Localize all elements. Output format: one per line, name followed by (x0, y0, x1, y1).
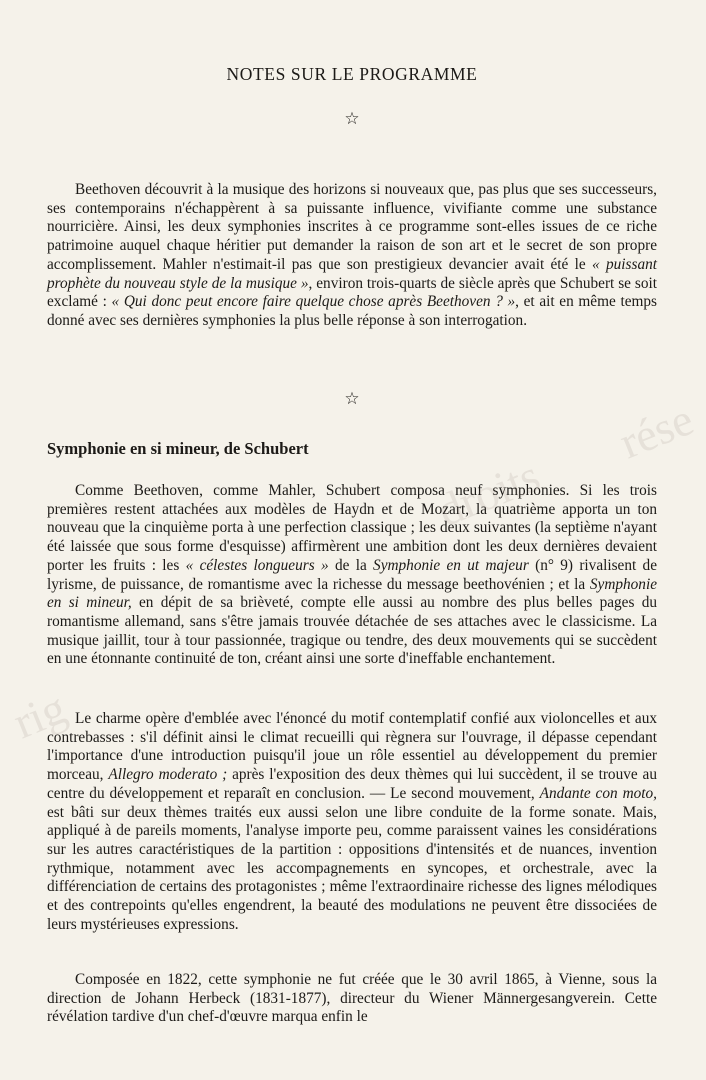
body-paragraph (47, 482, 657, 669)
work-title-italic: Symphonie en si mineur, (47, 575, 657, 612)
intro-paragraph (47, 181, 657, 331)
body-paragraph (47, 971, 657, 1027)
text-run: en dépit de sa brièveté, compte elle aussi au nombre des plus belles pages du romantisme allemand, sans s'être jamais trouvée détachée de ses attaches avec le classicisme. La musique jaillit, tour à tour passionnée, tragique ou tendre, des deux mouvements qui se succèdent en une étonnante continuité de ton, créant ainsi une sorte d'ineffable enchantement. (47, 594, 657, 668)
watermark-text: droits (430, 449, 547, 537)
tempo-italic: Andante con moto, (539, 784, 657, 802)
text-run: , environ trois-quarts de siècle après que Schubert se soit exclamé : (47, 274, 658, 311)
watermark-text: rig (6, 681, 73, 749)
text-run: Beethoven découvrit à la musique des horizons si nouveaux que, pas plus que ses successeurs, ses contemporains n'échappèrent à sa puissante influence, vivifiante comme une substance nourricière. Ainsi, les deux symphonies inscrites à ce programme sont-elles issues de ce riche patrimoine auquel chaque héritier put demander la raison de son art et le secret de son propre accomplissement. Mahler n'estimait-il pas que son prestigieux devancier avait été le (47, 181, 657, 273)
work-title-italic: Symphonie en ut majeur (373, 556, 529, 574)
body-paragraph (47, 710, 657, 934)
quote-italic: « puissant prophète du nouveau style de la musique » (47, 255, 657, 292)
text-run: après l'exposition des deux thèmes qui lui succèdent, il se trouve au centre du développement et reparaît en conclusion. — Le second mouvement, (47, 766, 657, 802)
text-run: , et ait en même temps donné avec ses dernières symphonies la plus belle réponse à son interrogation. (47, 293, 657, 329)
text-run: Composée en 1822, cette symphonie ne fut créée que le 30 avril 1865, à Vienne, sous la direction de Johann Herbeck (1831-1877), directeur du Wiener Männergesangverein. Cette révélation tardive d'un chef-d'œuvre marqua enfin le (47, 971, 657, 1026)
section-title: Symphonie en si mineur, de Schubert (47, 439, 309, 458)
page-heading: NOTES SUR LE PROGRAMME (226, 64, 478, 84)
star-ornament-icon: ☆ (344, 389, 360, 408)
star-ornament-icon: ☆ (344, 109, 360, 128)
text-run: Comme Beethoven, comme Mahler, Schubert composa neuf symphonies. Si les trois premières restent attachées aux modèles de Haydn et de Mozart, la quatrième apporta un ton nouveau que la cinquième porta à une perfection classique ; les deux suivantes (la septième n'ayant été laissée que sous forme d'esquisse) affirmèrent une ambition dont les deux dernières devaient porter les fruits : les (47, 482, 657, 574)
watermark-text: rése (612, 393, 701, 469)
quote-italic: « Qui donc peut encore faire quelque chose après Beethoven ? » (111, 293, 516, 311)
text-run: Le charme opère d'emblée avec l'énoncé du motif contemplatif confié aux violoncelles et aux contrebasses : s'il définit ainsi le climat recueilli qui règnera sur l'ouvrage, il dépasse cependant l'importance d'une introduction puisqu'il joue un rôle essentiel au développement du premier morceau, (47, 710, 657, 784)
quote-italic: « célestes longueurs » (185, 556, 329, 574)
tempo-italic: Allegro moderato ; (108, 766, 228, 784)
text-run: (n° 9) rivalisent de lyrisme, de puissance, de romantisme avec la richesse du message beethovénien ; et la (47, 556, 657, 593)
text-run: est bâti sur deux thèmes traités eux aussi selon une libre conduite de la forme sonate. Mais, appliqué à de pareils moments, l'analyse importe peu, comme paraissent vaines les considérations sur les autres caractéristiques de la partition : oppositions d'intensités et de nuances, invention rythmique, notamment avec les accompagnements en syncopes, et orchestrale, avec la différenciation de certains des protagonistes ; même l'extraordinaire richesse des lignes mélodiques et des contrepoints qu'elles engendrent, la beauté des modulations ne peuvent être dissociées de leurs mystérieuses expressions. (47, 803, 657, 933)
text-run: de la (328, 556, 374, 574)
